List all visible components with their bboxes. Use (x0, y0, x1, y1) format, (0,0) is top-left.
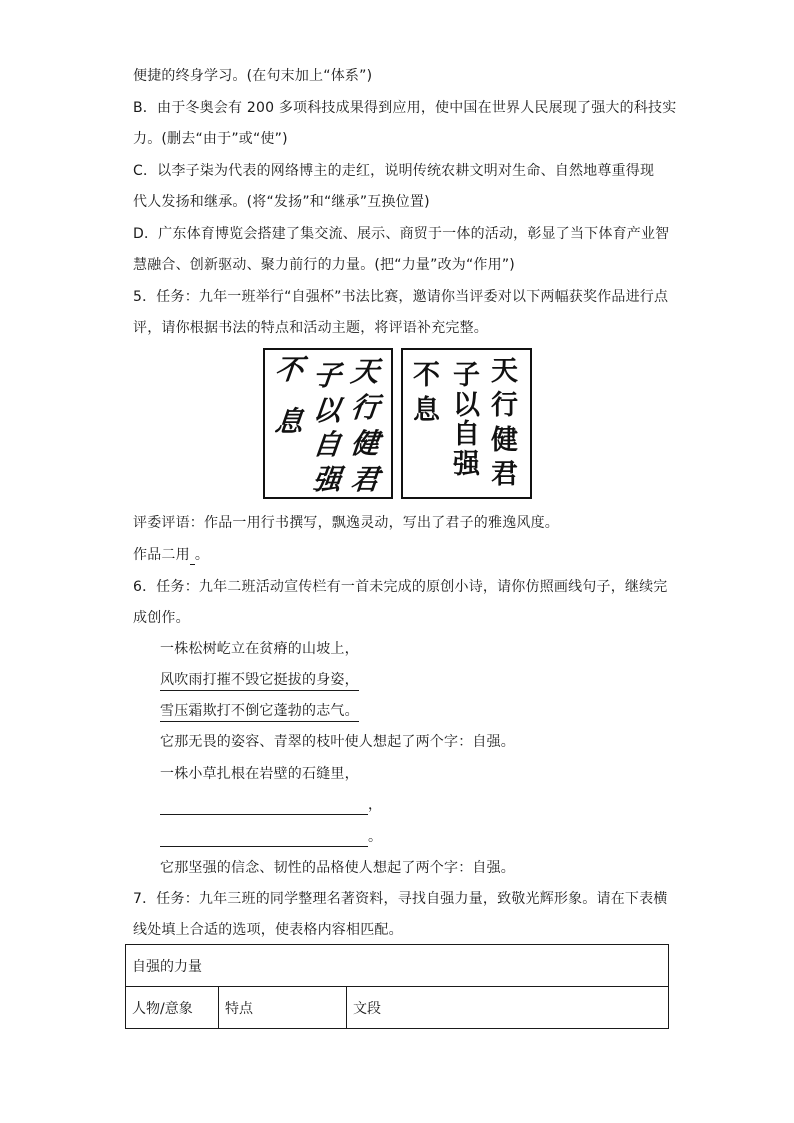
poem-punct: 。 (368, 829, 383, 845)
table-header-row (126, 987, 669, 1029)
poem-blank-line (160, 827, 382, 847)
text-line: 便捷的终身学习。(在句末加上“体系”) (133, 68, 373, 84)
calligraphy-char: 息 (413, 395, 440, 426)
question-6: 6．任务：九年二班活动宣传栏有一首未完成的原创小诗，请你仿照画线句子，继续完 (133, 579, 668, 595)
text-line: 慧融合、创新驱动、聚力前行的力量。(把“力量”改为“作用”) (133, 257, 515, 273)
text-line: 力。(删去“由于”或“使”) (133, 131, 288, 147)
calligraphy-char: 不 (273, 353, 305, 386)
poem-line-underlined: 雪压霜欺打不倒它蓬勃的志气。 (160, 701, 359, 722)
table-title: 自强的力量 (126, 945, 669, 987)
table-header: 文段 (347, 987, 669, 1029)
calligraphy-column (349, 355, 381, 496)
text-line: 评，请你根据书法的特点和活动主题，将评语补充完整。 (133, 320, 488, 336)
poem-line-underlined: 风吹雨打摧不毁它挺拔的身姿， (160, 670, 359, 691)
calligraphy-char: 息 (273, 405, 305, 438)
calligraphy-char: 君 (491, 458, 518, 490)
calligraphy-char: 行 (349, 391, 381, 424)
judge-comment: 评委评语：作品一用行书撰写，飘逸灵动，写出了君子的雅逸风度。 (133, 515, 559, 531)
calligraphy-char: 自 (311, 428, 343, 462)
calligraphy-char: 自 (453, 419, 480, 451)
table-title-row (126, 945, 669, 987)
poem-line: 它那无畏的姿容、青翠的枝叶使人想起了两个字：自强。 (160, 734, 515, 750)
calligraphy-char: 天 (349, 355, 381, 388)
poem-punct: ， (368, 797, 383, 813)
calligraphy-char: 子 (311, 359, 343, 392)
calligraphy-char: 强 (453, 448, 480, 480)
calligraphy-char: 健 (349, 427, 381, 460)
question-7: 7．任务：九年三班的同学整理名著资料，寻找自强力量，致敬光辉形象。请在下表横 (133, 891, 668, 907)
poem-blank-line (160, 795, 382, 815)
question-5: 5．任务：九年一班举行“自强杯”书法比赛，邀请你当评委对以下两幅获奖作品进行点 (133, 289, 669, 305)
calligraphy-work-2 (401, 348, 532, 499)
table-header: 人物/意象 (126, 987, 219, 1029)
answer-line (133, 545, 209, 565)
calligraphy-column (413, 362, 440, 424)
calligraphy-char: 不 (413, 360, 440, 391)
calligraphy-char: 健 (491, 424, 518, 456)
table-header: 特点 (219, 987, 347, 1029)
option-c: C．以李子柒为代表的网络博主的走红，说明传统农耕文明对生命、自然地尊重得现 (133, 163, 655, 179)
answer-end: 。 (194, 547, 210, 563)
calligraphy-char: 以 (453, 389, 480, 421)
text-line: 代人发扬和继承。(将“发扬”和“继承”互换位置) (133, 194, 430, 210)
text-line: 线处填上合适的选项，使表格内容相匹配。 (133, 922, 403, 938)
poem-blank[interactable] (160, 831, 368, 847)
strength-table (125, 944, 669, 1029)
calligraphy-char: 强 (311, 462, 343, 496)
calligraphy-work-1 (263, 348, 393, 499)
calligraphy-char: 天 (491, 356, 518, 387)
text-line: 成创作。 (133, 610, 190, 626)
calligraphy-char: 以 (311, 393, 343, 427)
calligraphy-column (273, 353, 305, 438)
option-d: D．广东体育博览会搭建了集交流、展示、商贸于一体的活动，彰显了当下体育产业智 (133, 226, 670, 242)
calligraphy-char: 子 (453, 360, 480, 391)
answer-prompt: 作品二用 (133, 547, 190, 563)
calligraphy-char: 行 (491, 390, 518, 422)
calligraphy-char: 君 (349, 463, 381, 496)
poem-blank[interactable] (160, 799, 368, 815)
poem-line: 它那坚强的信念、韧性的品格使人想起了两个字：自强。 (160, 860, 515, 876)
calligraphy-column (491, 358, 518, 488)
calligraphy-column (311, 359, 343, 496)
calligraphy-column (453, 362, 480, 478)
option-b: B．由于冬奥会有 200 多项科技成果得到应用，使中国在世界人民展现了强大的科技实 (133, 100, 677, 116)
poem-line: 一株松树屹立在贫瘠的山坡上， (160, 641, 359, 657)
poem-line: 一株小草扎根在岩壁的石缝里， (160, 766, 359, 782)
